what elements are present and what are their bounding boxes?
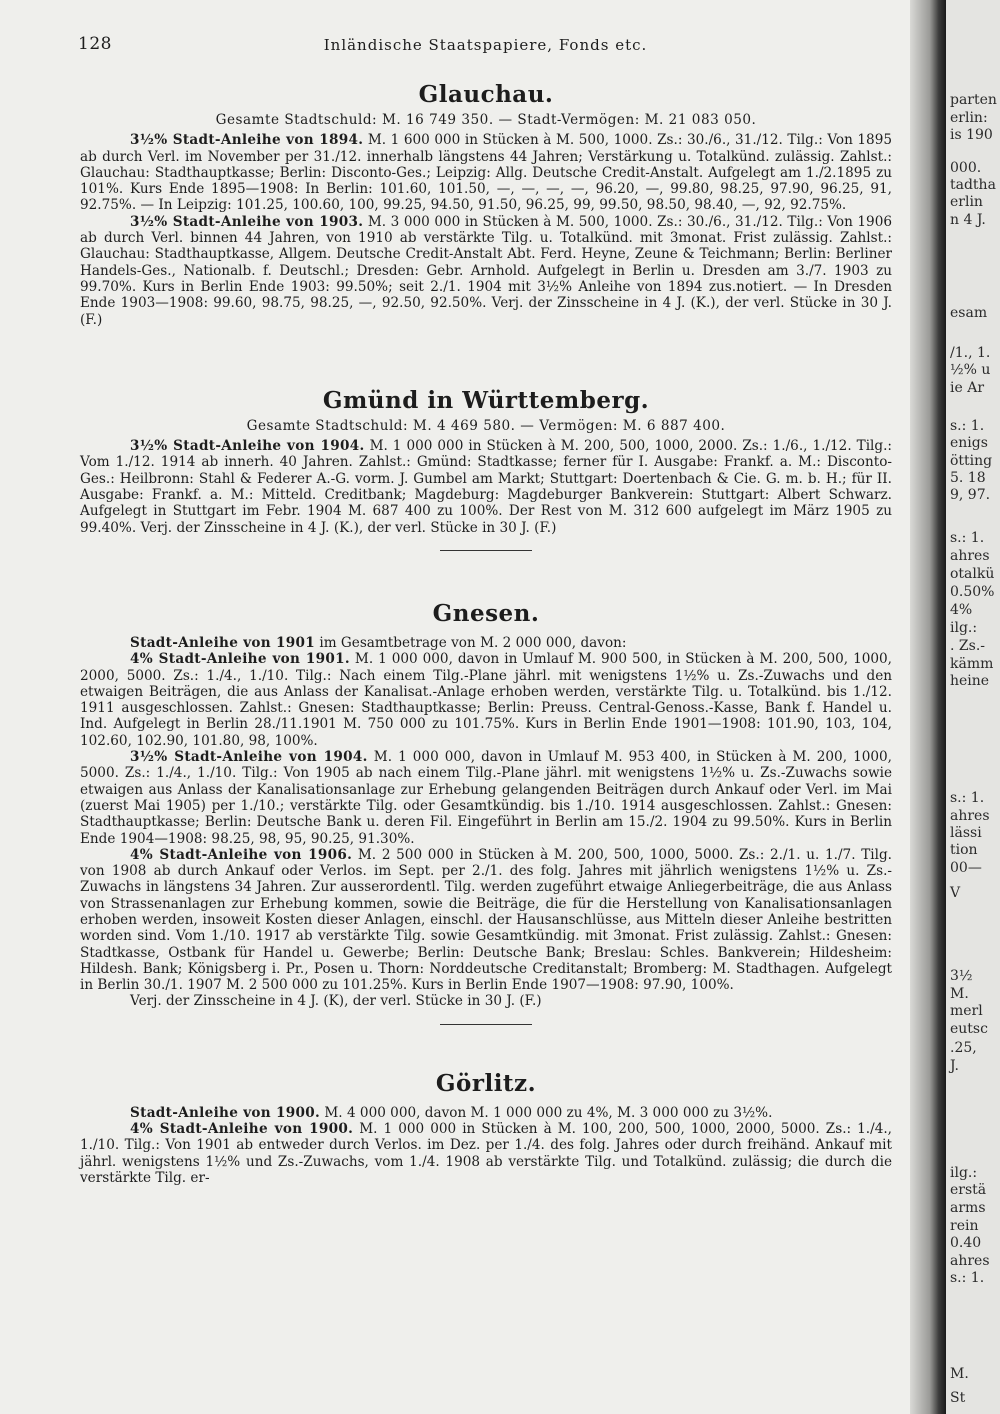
next-page-fragment: 9, 97. [950, 487, 991, 503]
loan-title: 4% Stadt-Anleihe von 1901. [130, 651, 350, 668]
next-page-fragment: /1., 1. [950, 345, 991, 361]
next-page-fragment: 5. 18 [950, 470, 986, 486]
section-goerlitz [80, 1069, 892, 1186]
loan-entry [80, 438, 892, 536]
loan-text: M. 1 000 000 in Stücken à M. 100, 200, 500, 1000, 2000, 5000. Zs.: 1./4., 1./10. Tilg.: Von 1901 ab entweder durch Verlos. im Dez. per 1./4. des folg. Jahres oder durch freihänd. Ankauf mit jährl. wenigstens 1½% und Zs.-Zuwachs, vom 1./4. 1908 ab verstärkte Tilg. und Totalkünd. zulässig; die durch die verstärkte Tilg. er- [80, 1121, 892, 1186]
next-page-fragment: ötting [950, 453, 993, 469]
next-page-fragment: ahres [950, 1253, 990, 1269]
loan-closing-note: Verj. der Zinsscheine in 4 J. (K), der verl. Stücke in 30 J. (F.) [130, 993, 542, 1010]
next-page-fragment: merl [950, 1003, 983, 1019]
next-page-fragment: otalkü [950, 566, 995, 582]
next-page-fragment: 0.40 [950, 1235, 982, 1251]
section-gmuend [80, 386, 892, 536]
loan-entry [80, 749, 892, 847]
next-page-fragment: M. [950, 1366, 969, 1382]
next-page-fragment: esam [950, 305, 988, 321]
next-page-fragment: ilg.: [950, 1165, 978, 1181]
next-page-edge [946, 0, 1000, 1414]
loan-title: 4% Stadt-Anleihe von 1906. [130, 846, 353, 863]
loan-intro [80, 635, 892, 651]
next-page-fragment: arms [950, 1200, 986, 1216]
page-number: 128 [78, 34, 112, 54]
section-gnesen [80, 599, 892, 1010]
loan-title: Stadt-Anleihe von 1901 [130, 634, 316, 651]
next-page-fragment: V [950, 885, 961, 901]
next-page-fragment: s.: 1. [950, 530, 985, 546]
loan-text: im Gesamtbetrage von M. 2 000 000, davon: [315, 634, 627, 651]
loan-title: 4% Stadt-Anleihe von 1900. [130, 1121, 354, 1138]
page-header [78, 34, 893, 56]
section-title-gnesen: Gnesen. [432, 599, 540, 627]
next-page-fragment: ahres [950, 548, 990, 564]
next-page-fragment: St [950, 1390, 966, 1406]
next-page-fragment: .25, [950, 1040, 977, 1056]
next-page-fragment: parten [950, 92, 997, 108]
next-page-fragment: rein [950, 1218, 979, 1234]
next-page-fragment: . Zs.- [950, 638, 985, 654]
next-page-fragment: ½% u [950, 362, 991, 378]
next-page-fragment: ahres [950, 808, 990, 824]
loan-intro [80, 1105, 892, 1121]
next-page-fragment: s.: 1. [950, 1270, 985, 1286]
loan-text: M. 2 500 000 in Stücken à M. 200, 500, 1000, 5000. Zs.: 2./1. u. 1./7. Tilg. von 1908 ab durch Ankauf oder Verlos. im Sept. per 2./1. des folg. Jahres mit jährlich wenigstens 1½% u. Zs.-Zuwachs in längstens 34 Jahren. Zur ausserordentl. Tilg. werden zugeführt etwaige Anliegerbeiträge, die aus Anlass von Strassenanlagen zur Erhebung kommen, sowie die Beiträge, die für die Herstellung von Kanalisationsanlagen erhoben werden, insoweit Kosten dieser Anlagen, einschl. der Hausanschlüsse, aus Mitteln dieser Anleihe bestritten worden sind. Vom 1./10. 1917 ab verstärkte Tilg. sowie Gesamtkündig. mit 3monat. Frist zulässig. Zahlst.: Gnesen: Stadtkasse, Ostbank für Handel u. Gewerbe; Berlin: Deutsche Bank; Breslau: Schles. Bankverein; Hildesheim: Hildesh. Bank; Königsberg i. Pr., Posen u. Thorn: Norddeutsche Creditanstalt; Bromberg: M. Stadthagen. Aufgelegt in Berlin 30./1. 1907 M. 2 500 000 zu 101.25%. Kurs in Berlin Ende 1907—1908: 97.90, 100%. [80, 846, 892, 994]
loan-text: M. 3 000 000 in Stücken à M. 500, 1000. Zs.: 30./6., 31./12. Tilg.: Von 1906 ab durch Verl. binnen 44 Jahren, von 1910 ab verstärkte Tilg. u. Totalkünd. mit 3monat. Frist zulässig. Zahlst.: Glauchau: Stadthauptkasse, Allgem. Deutsche Credit-Anstalt Abt. Ferd. Heyne, Zeune & Teichmann; Berlin: Berliner Handels-Ges., Nationalb. f. Deutschl.; Dresden: Gebr. Arnhold. Aufgelegt in Berlin u. Dresden am 3./7. 1903 zu 99.70%. Kurs in Berlin Ende 1903: 99.50%; seit 2./1. 1904 mit 3½% Anleihe von 1894 zus.notiert. — In Dresden Ende 1903—1908: 99.60, 98.75, 98.25, —, 92.50, 92.50%. Verj. der Zinsscheine in 4 J. (K.), der verl. Stücke in 30 J. (F.) [80, 213, 893, 328]
next-page-fragment: eutsc [950, 1021, 988, 1037]
next-page-fragment: 0.50% [950, 584, 995, 600]
page-body [80, 80, 892, 1186]
next-page-fragment: enigs [950, 435, 988, 451]
next-page-fragment: tadtha [950, 177, 996, 193]
next-page-fragment: erstä [950, 1182, 987, 1198]
next-page-fragment: erlin: [950, 110, 988, 126]
loan-text: M. 1 600 000 in Stücken à M. 500, 1000. Zs.: 30./6., 31./12. Tilg.: Von 1895 ab durch Verl. im November per 31./12. innerhalb längstens 44 Jahren; Verstärkung u. Totalkünd. zulässig. Zahlst.: Glauchau: Stadthauptkasse; Berlin: Disconto-Ges.; Leipzig: Allg. Deutsche Credit-Anstalt. Aufgelegt am 1./2.1895 zu 101%. Kurs Ende 1895—1908: In Berlin: 101.60, 101.50, —, —, —, —, 96.20, —, 99.80, 98.25, 97.90, 96.25, 91, 92.75%. — In Leipzig: 101.25, 100.60, 100, 99.25, 94.50, 91.50, 96.25, 99, 99.50, 98.50, 98.40, —, 92, 92.75%. [80, 132, 893, 214]
next-page-fragment: n 4 J. [950, 212, 986, 228]
next-page-fragment: s.: 1. [950, 418, 985, 434]
next-page-fragment: 000. [950, 160, 982, 176]
next-page-fragment: tion [950, 842, 978, 858]
section-title-goerlitz: Görlitz. [435, 1069, 537, 1097]
section-title-gmuend: Gmünd in Württemberg. [322, 386, 650, 414]
loan-entry [80, 847, 892, 994]
loan-title: 3½% Stadt-Anleihe von 1894. [130, 132, 364, 149]
next-page-fragment: 4% [950, 602, 973, 618]
next-page-fragment: M. [950, 986, 969, 1002]
loan-title: 3½% Stadt-Anleihe von 1904. [130, 749, 368, 766]
next-page-fragment: lässi [950, 825, 982, 841]
debt-summary-gmuend: Gesamte Stadtschuld: M. 4 469 580. — Vermögen: M. 6 887 400. [246, 417, 726, 434]
loan-entry [80, 214, 892, 328]
next-page-fragment: ie Ar [950, 380, 985, 396]
loan-title: Stadt-Anleihe von 1900. [130, 1104, 321, 1121]
loan-text: M. 4 000 000, davon M. 1 000 000 zu 4%, M. 3 000 000 zu 3½%. [320, 1104, 773, 1121]
loan-title: 3½% Stadt-Anleihe von 1904. [130, 438, 365, 455]
next-page-fragment: s.: 1. [950, 790, 985, 806]
loan-text: M. 1 000 000 in Stücken à M. 200, 500, 1000, 2000. Zs.: 1./6., 1./12. Tilg.: Vom 1./12. 1914 ab innerh. 40 Jahren. Zahlst.: Gmünd: Stadtkasse; ferner für I. Ausgabe: Frankf. a. M.: Disconto-Ges.: Heilbronn: Stahl & Federer A.-G. vorm. J. Gumbel am Markt; Stuttgart: Doertenbach & Cie. G. m. b. H.; für II. Ausgabe: Frankf. a. M.: Mitteld. Creditbank; Magdeburg: Magdeburger Bankverein: Stuttgart: Albert Schwarz. Aufgelegt in Stuttgart im Febr. 1904 M. 687 400 zu 100%. Der Rest von M. 312 600 aufgelegt im März 1905 zu 99.40%. Verj. der Zinsscheine in 4 J. (K.), der verl. Stücke in 30 J. (F.) [80, 438, 893, 536]
loan-entry [80, 1121, 892, 1186]
loan-entry [80, 651, 892, 749]
next-page-fragment: kämm [950, 656, 994, 672]
loan-entry [80, 132, 892, 213]
book-gutter [910, 0, 946, 1414]
next-page-fragment: heine [950, 673, 990, 689]
loan-text: M. 1 000 000, davon in Umlauf M. 953 400, in Stücken à M. 200, 1000, 5000. Zs.: 1./4., 1./10. Tilg.: Von 1905 ab nach einem Tilg.-Plane jährl. mit wenigstens 1½% u. Zs.-Zuwachs sowie etwaigen aus Anlass der Kanalisationsanlage zur Erhebung gelangenden Beiträgen durch Ankauf oder Verl. im Mai (zuerst Mai 1905) per 1./10.; verstärkte Tilg. oder Gesamtkündig. bis 1./10. 1914 ausgeschlossen. Zahlst.: Gnesen: Stadthauptkasse; Berlin: Deutsche Bank u. deren Fil. Eingeführt in Berlin am 15./2. 1904 zu 99.50%. Kurs in Berlin Ende 1904—1908: 98.25, 98, 95, 90.25, 91.30%. [80, 749, 892, 847]
next-page-fragment: erlin [950, 194, 983, 210]
next-page-fragment: ilg.: [950, 620, 978, 636]
loan-text: M. 1 000 000, davon in Umlauf M. 900 500, in Stücken à M. 200, 500, 1000, 2000, 5000. Zs.: 1./4., 1./10. Tilg.: Nach einem Tilg.-Plane jährl. mit wenigstens 1½% u. Zs.-Zuwachs und den etwaigen Beiträgen, die aus Anlass der Kanalisat.-Anlage erhoben werden, verstärkte Tilg. u. Totalkünd. bis 1./12. 1911 ausgeschlossen. Zahlst.: Gnesen: Stadthauptkasse; Berlin: Preuss. Central-Genoss.-Kasse, Bank f. Handel u. Ind. Aufgelegt in Berlin 28./11.1901 M. 750 000 zu 101.75%. Kurs in Berlin Ende 1901—1908: 101.90, 103, 104, 102.60, 102.90, 101.80, 98, 100%. [80, 651, 892, 749]
next-page-fragment: is 190 [950, 127, 993, 143]
next-page-fragment: J. [950, 1058, 959, 1074]
debt-summary-glauchau: Gesamte Stadtschuld: M. 16 749 350. — Stadt-Vermögen: M. 21 083 050. [215, 112, 757, 128]
running-title: Inländische Staatspapiere, Fonds etc. [323, 36, 648, 54]
section-glauchau [80, 80, 892, 328]
next-page-fragment: 3½ [950, 968, 973, 984]
loan-title: 3½% Stadt-Anleihe von 1903. [130, 213, 364, 230]
section-title-glauchau: Glauchau. [418, 81, 554, 108]
next-page-fragment: 00— [950, 860, 982, 876]
